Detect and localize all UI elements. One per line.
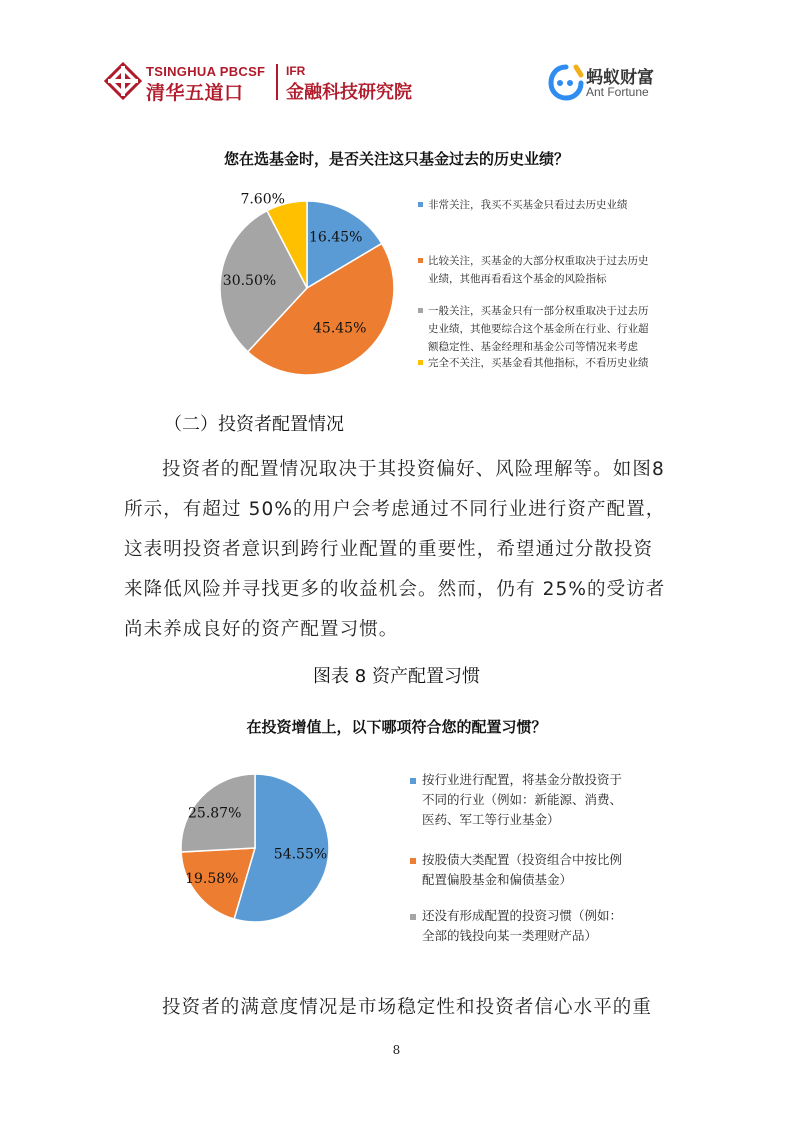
figure-caption: 图表 8 资产配置习惯 [313, 666, 480, 687]
section-heading: （二）投资者配置情况 [164, 414, 344, 435]
legend-label: 按行业进行配置，将基金分散投资于 [422, 772, 623, 787]
legend-label: 全部的钱投向某一类理财产品） [422, 928, 598, 943]
pie-data-label: 16.45% [309, 229, 363, 246]
paragraph-satisfaction: 投资者的满意度情况是市场稳定性和投资者信心水平的重 [162, 997, 653, 1018]
paragraph-line: 投资者的配置情况取决于其投资偏好、风险理解等。如图8 [162, 459, 665, 480]
page-number: 8 [392, 1043, 401, 1057]
paragraph-line: 来降低风险并寻找更多的收益机会。然而，仍有 25%的受访者 [124, 579, 666, 600]
legend-label: 史业绩，其他要综合这个基金所在行业、行业超 [428, 323, 649, 335]
legend-label: 医药、军工等行业基金） [422, 812, 560, 827]
tsinghua-cn-name: 清华五道口 [146, 82, 244, 104]
ant-fortune-logo-icon [548, 63, 584, 105]
legend-swatch [410, 858, 416, 864]
legend-label: 按股债大类配置（投资组合中按比例 [422, 852, 623, 867]
paragraph-allocation [124, 450, 684, 650]
institute-name: 金融科技研究院 [286, 82, 412, 103]
pie-data-label: 54.55% [273, 846, 328, 863]
legend-swatch [418, 202, 423, 207]
ant-fortune-cn: 蚂蚁财富 [586, 68, 654, 88]
legend-label: 配置偏股基金和偏债基金） [422, 872, 573, 887]
legend-swatch [418, 360, 423, 365]
pbcsf-text: TSINGHUA PBCSF [146, 64, 266, 79]
chart1-pie [200, 180, 420, 390]
pie-data-label: 30.50% [222, 273, 277, 289]
pie-data-label: 19.58% [185, 871, 239, 887]
ant-fortune-en: Ant Fortune [586, 85, 649, 99]
legend-label: 额稳定性、基金经理和基金公司等情况来考虑 [428, 341, 638, 353]
chart2-title: 在投资增值上，以下哪项符合您的配置习惯？ [246, 718, 547, 736]
pie-data-label: 7.60% [240, 191, 285, 208]
legend-entry [418, 252, 698, 288]
legend-swatch [418, 258, 423, 263]
pie-data-label: 25.87% [188, 805, 242, 822]
legend-label: 非常关注，我买不买基金只看过去历史业绩 [428, 199, 628, 211]
chart1-title: 您在选基金时，是否关注这只基金过去的历史业绩？ [223, 150, 569, 168]
legend-entry [410, 850, 700, 890]
header-divider [276, 64, 278, 100]
chart2-legend [410, 770, 700, 960]
legend-label: 不同的行业（例如：新能源、消费、 [422, 792, 623, 807]
chart1-legend [418, 196, 698, 386]
legend-label: 比较关注，买基金的大部分权重取决于过去历史 [428, 255, 649, 267]
legend-entry [410, 770, 700, 830]
paragraph-line: 所示，有超过 50%的用户会考虑通过不同行业进行资产配置， [124, 499, 666, 520]
legend-entry [418, 302, 698, 356]
legend-swatch [418, 308, 423, 313]
chart2-pie [160, 762, 350, 937]
pie-data-label: 45.45% [313, 320, 367, 337]
legend-label: 还没有形成配置的投资习惯（例如： [422, 908, 623, 923]
ifr-text: IFR [286, 64, 306, 78]
legend-swatch [410, 914, 416, 920]
tsinghua-logo-icon [104, 62, 142, 104]
legend-entry [410, 906, 700, 946]
paragraph-line: 尚未养成良好的资产配置习惯。 [124, 619, 399, 640]
legend-entry [418, 196, 698, 214]
legend-label: 业绩，其他再看看这个基金的风险指标 [428, 273, 607, 285]
legend-label: 完全不关注，买基金看其他指标，不看历史业绩 [428, 357, 649, 369]
paragraph-line: 这表明投资者意识到跨行业配置的重要性，希望通过分散投资 [124, 539, 654, 560]
legend-entry [418, 354, 698, 372]
legend-label: 一般关注，买基金只有一部分权重取决于过去历 [428, 305, 649, 317]
legend-swatch [410, 778, 416, 784]
